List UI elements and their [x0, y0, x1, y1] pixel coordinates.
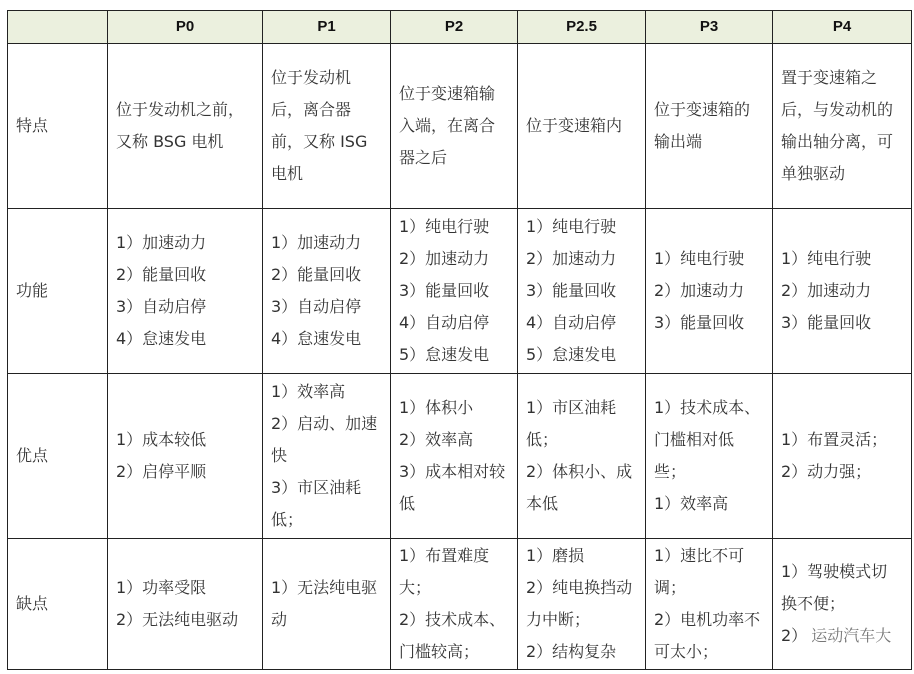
cell-line — [654, 94, 764, 158]
cell-text: 4）自动启停 — [526, 313, 617, 332]
cell-line — [271, 227, 382, 259]
cell-line — [526, 275, 637, 307]
cell-line — [781, 62, 903, 190]
cell-line — [116, 424, 254, 456]
cell-line — [399, 275, 509, 307]
cell-line — [399, 211, 509, 243]
cell-text: 3）市区油耗低； — [271, 478, 362, 529]
table-cell — [646, 44, 773, 209]
cell-line — [116, 604, 254, 636]
cell-text: 2）结构复杂 — [526, 642, 617, 661]
cell-text: 1）纯电行驶 — [399, 217, 490, 236]
table-cell — [518, 44, 646, 209]
cell-text: 1）体积小 — [399, 398, 474, 417]
cell-line — [654, 540, 764, 604]
header-row — [8, 11, 912, 44]
cell-line — [781, 275, 903, 307]
cell-text: 1）布置灵活； — [781, 430, 888, 449]
cell-text: 2）启停平顺 — [116, 462, 207, 481]
cell-text: 位于变速箱输入端，在离合器之后 — [399, 84, 496, 167]
cell-text: 4）自动启停 — [399, 313, 490, 332]
cell-text: 位于变速箱的输出端 — [654, 100, 751, 151]
cell-line — [399, 540, 509, 604]
cell-line — [654, 488, 764, 520]
watermark: 运动汽车大 — [811, 626, 892, 645]
cell-text: 1）成本较低 — [116, 430, 207, 449]
row-label: 功能 — [8, 209, 108, 374]
cell-text: 5）怠速发电 — [399, 345, 490, 364]
cell-text: 1）布置难度大； — [399, 546, 490, 597]
cell-line — [781, 620, 903, 652]
cell-line — [781, 556, 903, 620]
table-cell — [391, 209, 518, 374]
cell-line — [781, 307, 903, 339]
cell-line — [271, 291, 382, 323]
cell-text: 1）驾驶模式切换不便； — [781, 562, 888, 613]
cell-line — [399, 424, 509, 456]
cell-text: 2）加速动力 — [781, 281, 872, 300]
cell-line — [271, 408, 382, 472]
table-cell — [518, 374, 646, 539]
cell-text: 3）能量回收 — [781, 313, 872, 332]
cell-line — [116, 572, 254, 604]
cell-line — [399, 339, 509, 371]
table-cell — [773, 44, 912, 209]
cell-line — [399, 307, 509, 339]
table-cell — [773, 539, 912, 670]
row-label: 特点 — [8, 44, 108, 209]
cell-line — [654, 392, 764, 488]
cell-text: 2）效率高 — [399, 430, 474, 449]
cell-text: 2）电机功率不可太小； — [654, 610, 761, 661]
table-cell — [391, 374, 518, 539]
table-cell — [263, 44, 391, 209]
cell-line — [271, 259, 382, 291]
cell-line — [781, 243, 903, 275]
cell-text: 2）技术成本、门槛较高； — [399, 610, 506, 661]
cell-line — [526, 392, 637, 456]
table-cell — [518, 539, 646, 670]
table-row — [8, 539, 912, 670]
cell-text: 2）启动、加速快 — [271, 414, 378, 465]
cell-line — [526, 243, 637, 275]
cell-line — [654, 243, 764, 275]
cell-line — [271, 323, 382, 355]
cell-line — [271, 472, 382, 536]
cell-line — [271, 572, 382, 636]
column-header: P3 — [646, 11, 773, 44]
column-header: P2.5 — [518, 11, 646, 44]
cell-text: 3）成本相对较低 — [399, 462, 506, 513]
cell-text: 1）纯电行驶 — [654, 249, 745, 268]
table-row — [8, 374, 912, 539]
cell-line — [526, 540, 637, 572]
cell-text: 1）无法纯电驱动 — [271, 578, 378, 629]
cell-text: 1）速比不可调； — [654, 546, 745, 597]
cell-line — [526, 211, 637, 243]
cell-line — [271, 62, 382, 190]
table-cell — [391, 539, 518, 670]
column-header: P2 — [391, 11, 518, 44]
cell-line — [116, 94, 254, 158]
cell-text: 2）无法纯电驱动 — [116, 610, 239, 629]
cell-line — [654, 604, 764, 668]
cell-text: 1）加速动力 — [116, 233, 207, 252]
cell-text: 3）能量回收 — [654, 313, 745, 332]
cell-text: 1）功率受限 — [116, 578, 207, 597]
cell-line — [654, 275, 764, 307]
cell-text: 置于变速箱之后，与发动机的输出轴分离，可单独驱动 — [781, 68, 894, 183]
cell-line — [116, 259, 254, 291]
cell-text: 2）加速动力 — [526, 249, 617, 268]
hybrid-motor-position-table — [7, 10, 912, 670]
cell-text: 5）怠速发电 — [526, 345, 617, 364]
cell-text: 3）自动启停 — [271, 297, 362, 316]
cell-line — [271, 376, 382, 408]
cell-line — [116, 456, 254, 488]
cell-line — [399, 456, 509, 520]
cell-line — [781, 424, 903, 456]
cell-line — [526, 456, 637, 520]
table-cell — [108, 44, 263, 209]
cell-text: 位于发动机后，离合器前，又称 ISG 电机 — [271, 68, 368, 183]
cell-line — [781, 456, 903, 488]
cell-text: 位于变速箱内 — [526, 116, 623, 135]
cell-text: 2）动力强； — [781, 462, 872, 481]
cell-text: 2）加速动力 — [654, 281, 745, 300]
cell-line — [526, 307, 637, 339]
column-header: P0 — [108, 11, 263, 44]
cell-line — [654, 307, 764, 339]
cell-line — [116, 291, 254, 323]
cell-text: 1）纯电行驶 — [526, 217, 617, 236]
cell-text: 2）纯电换挡动力中断； — [526, 578, 633, 629]
cell-text: 1）市区油耗低； — [526, 398, 617, 449]
cell-line — [526, 339, 637, 371]
cell-text: 3）自动启停 — [116, 297, 207, 316]
table-cell — [518, 209, 646, 374]
cell-text: 1）效率高 — [271, 382, 346, 401]
header-corner — [8, 11, 108, 44]
cell-text: 2）能量回收 — [271, 265, 362, 284]
cell-text: 4）怠速发电 — [116, 329, 207, 348]
cell-line — [116, 227, 254, 259]
cell-text: 1）磨损 — [526, 546, 585, 565]
cell-text: 2）加速动力 — [399, 249, 490, 268]
cell-text: 2）能量回收 — [116, 265, 207, 284]
cell-line — [526, 636, 637, 668]
cell-text: 1）纯电行驶 — [781, 249, 872, 268]
cell-line — [116, 323, 254, 355]
table-cell — [391, 44, 518, 209]
column-header: P1 — [263, 11, 391, 44]
cell-line — [399, 604, 509, 668]
table-cell — [646, 374, 773, 539]
cell-text: 4）怠速发电 — [271, 329, 362, 348]
column-header: P4 — [773, 11, 912, 44]
cell-line — [526, 110, 637, 142]
cell-line — [399, 78, 509, 174]
table-cell — [108, 374, 263, 539]
cell-text: 1）效率高 — [654, 494, 729, 513]
table-cell — [108, 209, 263, 374]
table-cell — [263, 374, 391, 539]
row-label: 缺点 — [8, 539, 108, 670]
table-cell — [773, 209, 912, 374]
table-cell — [263, 539, 391, 670]
table-row — [8, 44, 912, 209]
cell-text: 1）加速动力 — [271, 233, 362, 252]
cell-text: 2） — [781, 626, 808, 645]
cell-line — [399, 392, 509, 424]
cell-line — [399, 243, 509, 275]
cell-text: 2）体积小、成本低 — [526, 462, 633, 513]
cell-line — [526, 572, 637, 636]
cell-text: 3）能量回收 — [399, 281, 490, 300]
cell-text: 1）技术成本、门槛相对低些； — [654, 398, 761, 481]
table-cell — [646, 539, 773, 670]
table-cell — [108, 539, 263, 670]
cell-text: 3）能量回收 — [526, 281, 617, 300]
table-cell — [773, 374, 912, 539]
cell-text: 位于发动机之前，又称 BSG 电机 — [116, 100, 245, 151]
table-cell — [646, 209, 773, 374]
table-row — [8, 209, 912, 374]
table-cell — [263, 209, 391, 374]
row-label: 优点 — [8, 374, 108, 539]
